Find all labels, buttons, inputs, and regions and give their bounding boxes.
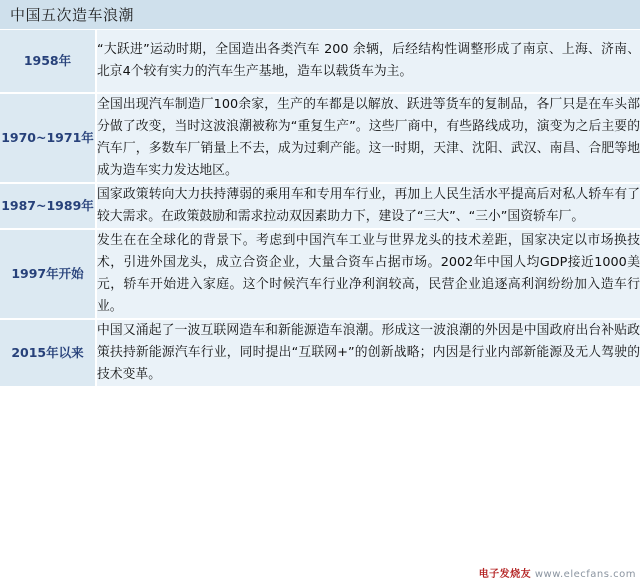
table-row <box>0 229 640 319</box>
table-row <box>0 93 640 183</box>
row-description: 中国又涌起了一波互联网造车和新能源造车浪潮。形成这一波浪潮的外因是中国政府出台补贴政策扶持新能源汽车行业，同时提出“互联网+”的创新战略；内因是行业内部新能源及无人驾驶的技术变革。 <box>96 319 640 387</box>
page-title: 中国五次造车浪潮 <box>10 6 135 24</box>
table-row <box>0 30 640 93</box>
row-description: 发生在在全球化的背景下。考虑到中国汽车工业与世界龙头的技术差距，国家决定以市场换技术，引进外国龙头，成立合资企业，大量合资车占据市场。2002年中国人均GDP接近1000美元，轿车开始进入家庭。这个时候汽车行业净利润较高，民营企业追逐高利润纷纷加入造车行业。 <box>96 229 640 319</box>
watermark <box>479 565 636 580</box>
waves-table <box>0 30 640 388</box>
waves-table-body <box>0 30 640 387</box>
watermark-url: www.elecfans.com <box>534 569 636 580</box>
row-period-label: 1997年开始 <box>0 229 96 319</box>
row-period-label: 1958年 <box>0 30 96 93</box>
row-description: “大跃进”运动时期，全国造出各类汽车 200 余辆，后经结构性调整形成了南京、上海、济南、北京4个较有实力的汽车生产基地，造车以载货车为主。 <box>96 30 640 93</box>
row-description: 全国出现汽车制造厂100余家，生产的车都是以解放、跃进等货车的复制品，各厂只是在车头部分做了改变，当时这波浪潮被称为“重复生产”。这些厂商中，有些路线成功，演变为之后主要的汽车厂，多数车厂销量上不去，成为过剩产能。这一时期，天津、沈阳、武汉、南昌、合肥等地成为造车实力发达地区。 <box>96 93 640 183</box>
table-row <box>0 183 640 229</box>
row-period-label: 1987~1989年 <box>0 183 96 229</box>
row-period-label: 1970~1971年 <box>0 93 96 183</box>
document-title-bar <box>0 0 640 30</box>
watermark-brand: 电子发烧友 <box>478 569 532 580</box>
table-row <box>0 319 640 387</box>
row-description: 国家政策转向大力扶持薄弱的乘用车和专用车行业，再加上人民生活水平提高后对私人轿车有了较大需求。在政策鼓励和需求拉动双因素助力下，建设了“三大”、“三小”国资轿车厂。 <box>96 183 640 229</box>
row-period-label: 2015年以来 <box>0 319 96 387</box>
